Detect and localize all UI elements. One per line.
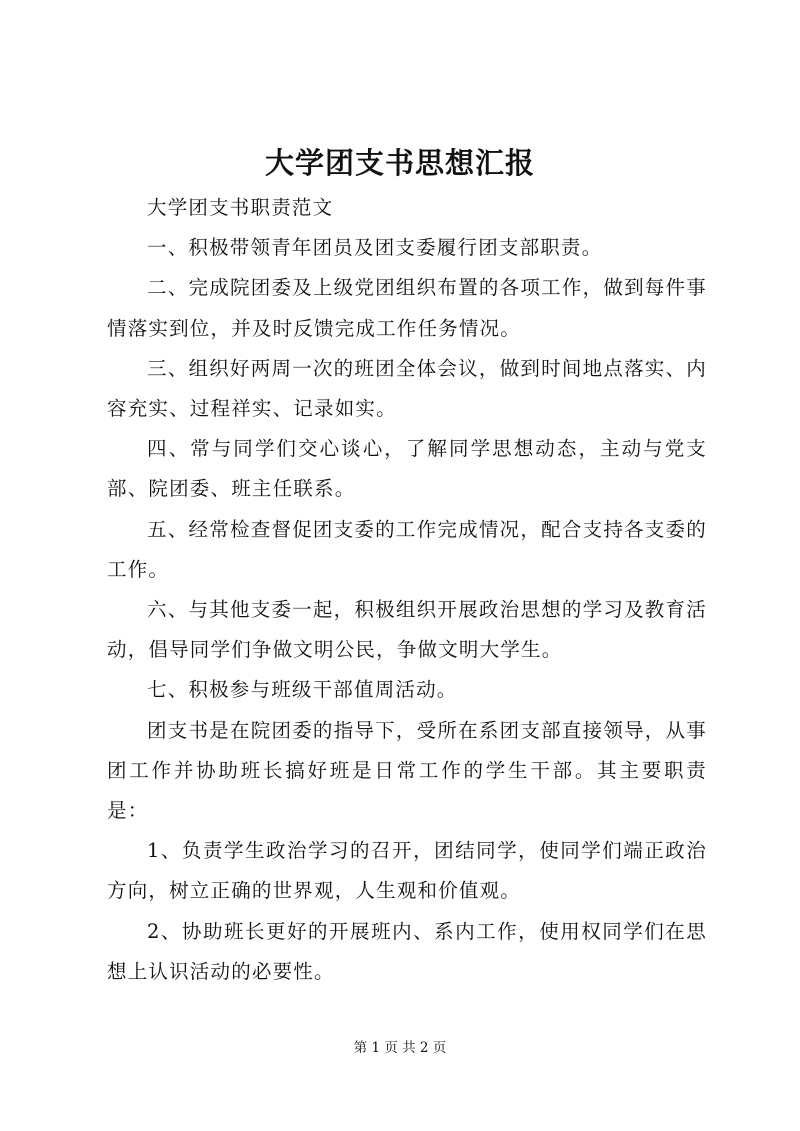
paragraph: 大学团支书职责范文 bbox=[147, 196, 334, 219]
paragraph: 六、与其他支委一起，积极组织开展政治思想的学习及教育活动，倡导同学们争做文明公民，争做文明大学生。 bbox=[107, 598, 707, 662]
paragraph: 七、积极参与班级干部值周活动。 bbox=[147, 678, 458, 702]
page-number-footer: 第 1 页 共 2 页 bbox=[353, 1040, 447, 1056]
document-title: 大学团支书思想汇报 bbox=[264, 146, 535, 180]
paragraph: 一、积极带领青年团员及团支委履行团支部职责。 bbox=[147, 236, 603, 260]
paragraph: 四、常与同学们交心谈心，了解同学思想动态，主动与党支部、院团委、班主任联系。 bbox=[107, 437, 707, 501]
paragraph: 1、负责学生政治学习的召开，团结同学，使同学们端正政治方向，树立正确的世界观，人生观和价值观。 bbox=[107, 839, 707, 903]
paragraph: 2、协助班长更好的开展班内、系内工作，使用权同学们在思想上认识活动的必要性。 bbox=[107, 919, 707, 983]
paragraph: 二、完成院团委及上级党团组织布置的各项工作，做到每件事情落实到位，并及时反馈完成工作任务情况。 bbox=[107, 276, 707, 340]
paragraph: 三、组织好两周一次的班团全体会议，做到时间地点落实、内容充实、过程祥实、记录如实。 bbox=[107, 356, 707, 421]
paragraph: 五、经常检查督促团支委的工作完成情况，配合支持各支委的工作。 bbox=[107, 517, 707, 581]
paragraph: 团支书是在院团委的指导下，受所在系团支部直接领导，从事团工作并协助班长搞好班是日常工作的学生干部。其主要职责是： bbox=[107, 718, 707, 823]
document-body bbox=[107, 188, 707, 992]
